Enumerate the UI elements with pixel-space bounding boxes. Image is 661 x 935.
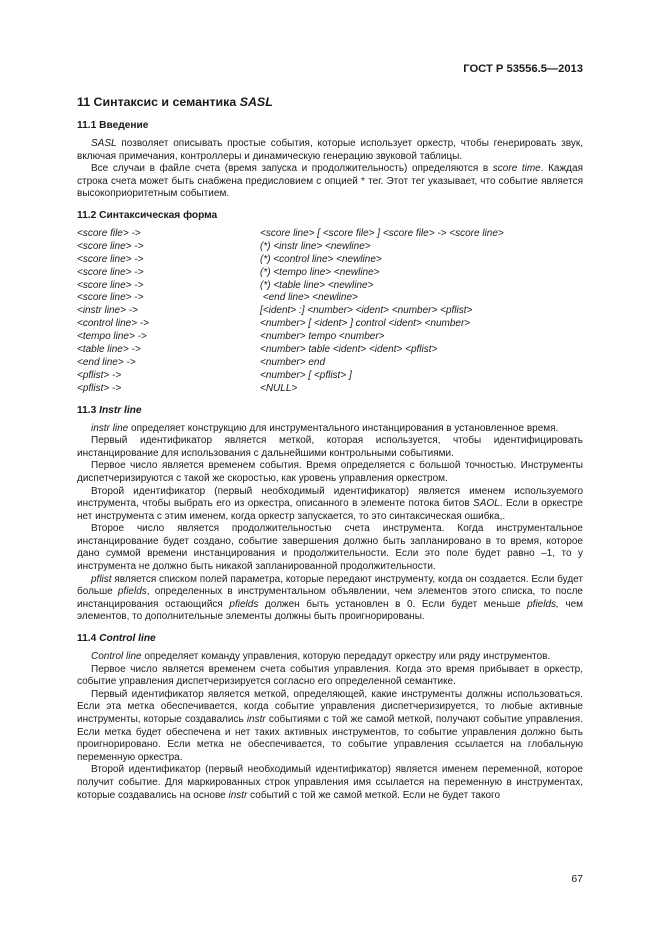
- grammar-lhs: <end line> ->: [77, 356, 136, 368]
- term: SAOL: [473, 498, 500, 510]
- paragraph-text: чем элементов, то дополнительные элементы должны быть проигнорированы.: [77, 598, 584, 623]
- grammar-row: [77, 357, 583, 370]
- page-header: ГОСТ Р 53556.5—2013: [463, 63, 583, 75]
- grammar-row: [77, 383, 583, 396]
- grammar-rhs: <number> end: [260, 356, 326, 368]
- subsection-title-11-1: 11.1 Введение: [77, 120, 149, 131]
- paragraph-text: событиями с той же самой меткой, получают событие управления. Если метка будет обеспечена и нет таких активных инструментов, то событие управления должно быть проигнорировано. Если метка не обеспечивается, то событие управления ссылается на глобальную переменную оркестра.: [77, 714, 584, 763]
- paragraph: Второе число является продолжительностью счета инструмента. Когда инструментальное инстанцирование будет создано, событие завершения должно быть запланировано в то время, которое дано суммой времени инстанцирования и продолжительности. Если это поле будет равно –1, то у инструмента не должно быть никакой запланированной продолжительности.: [77, 523, 583, 573]
- subsection-title-11-4: [77, 632, 583, 645]
- paragraph-text: , определенных в инструментальном объявлении, чем элементов этого списка, то после инстанцирования остающийся: [77, 586, 583, 610]
- grammar-lhs: <pflist> ->: [77, 369, 122, 381]
- paragraph: [77, 486, 583, 524]
- grammar-rhs: <score line> [ <score file> ] <score file> -> <score line>: [260, 227, 504, 239]
- grammar-rhs: <end line> <newline>: [260, 292, 358, 304]
- grammar-lhs: <instr line> ->: [77, 305, 138, 317]
- paragraph-text: должен быть установлен в 0. Если будет меньше: [258, 598, 528, 610]
- grammar-lhs: <score file> ->: [77, 227, 141, 239]
- paragraph-text: событий с той же самой меткой. Если не будет такого: [247, 789, 501, 801]
- grammar-lhs: <score line> ->: [77, 266, 144, 278]
- paragraph: Первый идентификатор является меткой, которая используется, чтобы идентифицировать инстанцирование для использования с дальнейшими контрольными событиями.: [77, 435, 583, 459]
- grammar-lhs: <pflist> ->: [77, 382, 122, 394]
- paragraph: [77, 138, 583, 163]
- grammar-row: [77, 292, 583, 305]
- paragraph-text: . Каждая строка счета может быть снабжена предисловием с опцией * тег. Этот тег указывает, что событие является высокоприоритетным событием.: [77, 163, 583, 200]
- grammar-row: [77, 370, 583, 383]
- paragraph-text: . Если в оркестре нет инструмента с этим именем, когда оркестр запускается, то это синтаксическая ошибка,.: [77, 498, 583, 522]
- grammar-rhs: <number> [ <ident> ] control <ident> <number>: [260, 318, 471, 330]
- grammar-row: [77, 241, 583, 254]
- term: Control line: [91, 651, 142, 663]
- grammar-row: [77, 305, 583, 318]
- term: pflist: [91, 573, 112, 585]
- paragraph-text: Первый идентификатор является меткой, определяющей, какие инструменты должны использоваться. Если эта метка обеспечивается, когда событие управления диспетчеризируется, то любые активные инструменты, которые создавались: [77, 688, 583, 726]
- term: SASL: [91, 138, 117, 149]
- paragraph-text: Второй идентификатор (первый необходимый идентификатор) является именем используемого инструмента, чтобы выбрать его из оркестра, описанного в элементе потока битов: [77, 485, 583, 510]
- term: pfields: [229, 598, 259, 610]
- term: instr: [228, 789, 248, 801]
- paragraph-text: позволяет описывать простые события, которые использует оркестр, чтобы генерировать звук, включая примечания, контроллеры и динамическую генерацию звуковой таблицы.: [77, 138, 583, 162]
- grammar-rhs: <number> tempo <number>: [260, 331, 385, 343]
- grammar-row: [77, 318, 583, 331]
- term: score time: [492, 163, 541, 175]
- grammar-rhs: <number> table <ident> <ident> <pflist>: [260, 343, 438, 355]
- grammar-rhs: (*) <table line> <newline>: [260, 279, 374, 291]
- grammar-rhs: (*) <control line> <newline>: [260, 253, 382, 265]
- grammar-rhs: [<ident> :] <number> <ident> <number> <pflist>: [260, 305, 473, 317]
- grammar-table: [77, 228, 583, 396]
- section-title-text: 11 Синтаксис и семантика: [77, 95, 240, 109]
- grammar-rhs: (*) <instr line> <newline>: [260, 240, 371, 252]
- subsection-title-11-3: [77, 404, 583, 417]
- page-number: 67: [571, 873, 583, 885]
- paragraph: [77, 651, 583, 664]
- subsection-number: 11.4: [77, 633, 100, 645]
- paragraph: [77, 764, 583, 802]
- paragraph: [77, 689, 583, 765]
- grammar-rhs: <NULL>: [260, 382, 298, 394]
- paragraph: [77, 574, 583, 624]
- grammar-row: [77, 331, 583, 344]
- subsection-title-11-2: 11.2 Синтаксическая форма: [77, 209, 218, 221]
- section-title: [77, 95, 583, 110]
- grammar-row: [77, 228, 583, 241]
- paragraph-text: определяет конструкцию для инструментального инстанцирования в установленное время.: [128, 422, 559, 434]
- grammar-lhs: <score line> ->: [77, 253, 144, 265]
- grammar-lhs: <control line> ->: [77, 318, 149, 330]
- grammar-lhs: <score line> ->: [77, 279, 144, 291]
- grammar-rhs: (*) <tempo line> <newline>: [260, 266, 380, 278]
- term: instr line: [91, 422, 129, 434]
- grammar-lhs: <score line> ->: [77, 292, 144, 304]
- paragraph: Первое число является временем события. Время определяется с большой точностью. Инструменты диспетчеризируются с такой же скоростью, как уровень управления оркестром.: [77, 460, 583, 484]
- paragraph: Первое число является временем счета события управления. Когда это время прибывает в оркестр, событие управления диспетчеризируется согласно его определенной семантике.: [77, 663, 583, 688]
- subsection-title-italic: Control line: [99, 633, 156, 645]
- term: pfields,: [527, 598, 559, 610]
- term: pfields: [117, 586, 147, 598]
- subsection-number: 11.3: [77, 404, 100, 416]
- paragraph-text: является списком полей параметра, которые передают инструменту, когда он создается. Если будет больше: [77, 573, 583, 598]
- grammar-row: [77, 344, 583, 357]
- grammar-rhs: <number> [ <pflist> ]: [260, 369, 352, 381]
- grammar-row: [77, 254, 583, 267]
- grammar-lhs: <table line> ->: [77, 343, 141, 355]
- paragraph-text: Все случаи в файле счета (время запуска и продолжительность) определяются в: [91, 163, 493, 175]
- grammar-lhs: <tempo line> ->: [77, 331, 147, 343]
- paragraph: [77, 423, 583, 436]
- subsection-title-italic: Instr line: [99, 404, 142, 416]
- section-title-italic: SASL: [239, 95, 273, 109]
- grammar-row: [77, 267, 583, 280]
- paragraph: [77, 163, 583, 201]
- term: instr: [246, 714, 266, 726]
- page-content: [77, 95, 583, 802]
- paragraph-text: определяет команду управления, которую передадут оркестру или ряду инструментов.: [141, 651, 551, 663]
- paragraph-text: Второй идентификатор (первый необходимый идентификатор) является именем переменной, которое получит событие. Для маркированных строк управления имя ссылается на переменную в инструментах, которые создавались на основе: [77, 764, 583, 801]
- grammar-lhs: <score line> ->: [77, 240, 144, 252]
- grammar-row: [77, 280, 583, 293]
